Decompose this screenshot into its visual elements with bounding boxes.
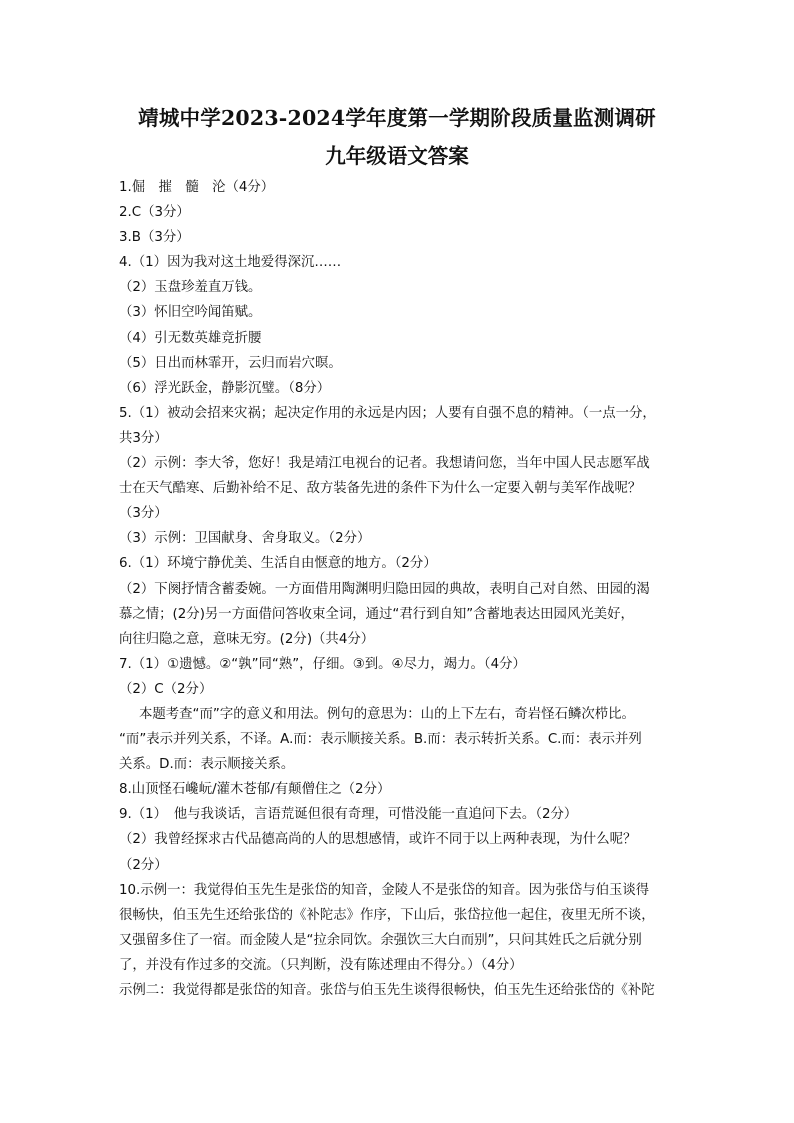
answer-line: （2）玉盘珍羞直万钱。 bbox=[119, 280, 262, 296]
answer-line: 本题考查“而”字的意义和用法。例句的意思为：山的上下左右，奇岩怪石鳞次栉比。 bbox=[139, 706, 635, 722]
answer-line: （2）我曾经探求古代品德高尚的人的思想感情，或许不同于以上两种表现，为什么呢？ bbox=[119, 832, 637, 848]
answer-line: 4.（1）因为我对这土地爱得深沉…… bbox=[119, 255, 342, 271]
answer-line: 很畅快，伯玉先生还给张岱的《补陀志》作序，下山后，张岱拉他一起住，夜里无所不谈， bbox=[119, 907, 655, 923]
answer-line: 士在天气酷寒、后勤补给不足、敌方装备先进的条件下为什么一定要入朝与美军作战呢？ bbox=[119, 481, 642, 497]
answer-line: 关系。D.而：表示顺接关系。 bbox=[119, 757, 295, 773]
answer-line: （4）引无数英雄竞折腰 bbox=[119, 330, 262, 346]
answer-line: 7.（1）①遗憾。②“孰”同“熟”，仔细。③到。④尽力，竭力。（4分） bbox=[119, 656, 526, 672]
document-title: 靖城中学2023-2024学年度第一学期阶段质量监测调研 bbox=[138, 106, 656, 130]
answer-line: （5）日出而林霏开，云归而岩穴暝。 bbox=[119, 355, 342, 371]
answer-line: 5.（1）被动会招来灾祸；起决定作用的永远是内因；人要有自强不息的精神。（一点一分， bbox=[119, 405, 656, 421]
answer-line: 了，并没有作过多的交流。（只判断，没有陈述理由不得分。）（4分） bbox=[119, 957, 523, 973]
answer-line: 8.山顶怪石巉岏/灌木苍郁/有颠僧住之（2分） bbox=[119, 782, 391, 798]
answer-line: 3.B（3分） bbox=[119, 230, 190, 246]
answer-line: 10.示例一：我觉得伯玉先生是张岱的知音，金陵人不是张岱的知音。因为张岱与伯玉谈得 bbox=[119, 882, 650, 898]
answer-line: 6.（1）环境宁静优美、生活自由惬意的地方。（2分） bbox=[119, 556, 437, 572]
answer-line: （2）下阕抒情含蓄委婉。一方面借用陶渊明归隐田园的典故，表明自己对自然、田园的渴 bbox=[119, 581, 650, 597]
answer-body bbox=[119, 175, 679, 1003]
answer-line: 慕之情；(2分)另一方面借问答收束全词，通过“君行到自知”含蓄地表达田园风光美好， bbox=[119, 606, 634, 622]
document-subtitle: 九年级语文答案 bbox=[325, 144, 469, 168]
answer-line: 又强留多住了一宿。而金陵人是“拉余同饮。余强饮三大白而别”，只问其姓氏之后就分别 bbox=[119, 932, 642, 948]
answer-line: （6）浮光跃金，静影沉璧。（8分） bbox=[119, 380, 331, 396]
answer-line: 1.倔 摧 髓 沦（4分） bbox=[119, 180, 275, 195]
answer-line: 共3分） bbox=[119, 430, 168, 446]
answer-line: “而”表示并列关系，不译。A.而：表示顺接关系。B.而：表示转折关系。C.而：表示并列 bbox=[119, 732, 642, 748]
answer-line: （2分） bbox=[119, 857, 168, 873]
answer-line: 示例二：我觉得都是张岱的知音。张岱与伯玉先生谈得很畅快，伯玉先生还给张岱的《补陀 bbox=[119, 983, 655, 998]
answer-line: （3）示例：卫国献身、舍身取义。（2分） bbox=[119, 531, 371, 547]
answer-line: （3分） bbox=[119, 506, 168, 522]
answer-line: 2.C（3分） bbox=[119, 205, 190, 221]
answer-line: 向往归隐之意，意味无穷。(2分)（共4分） bbox=[119, 631, 375, 647]
answer-line: 9.（1） 他与我谈话，言语荒诞但很有奇理，可惜没能一直追问下去。（2分） bbox=[119, 807, 578, 823]
answer-line: （2）C（2分） bbox=[119, 681, 213, 697]
answer-line: （2）示例：李大爷，您好！我是靖江电视台的记者。我想请问您，当年中国人民志愿军战 bbox=[119, 456, 650, 472]
answer-line: （3）怀旧空吟闻笛赋。 bbox=[119, 305, 262, 321]
